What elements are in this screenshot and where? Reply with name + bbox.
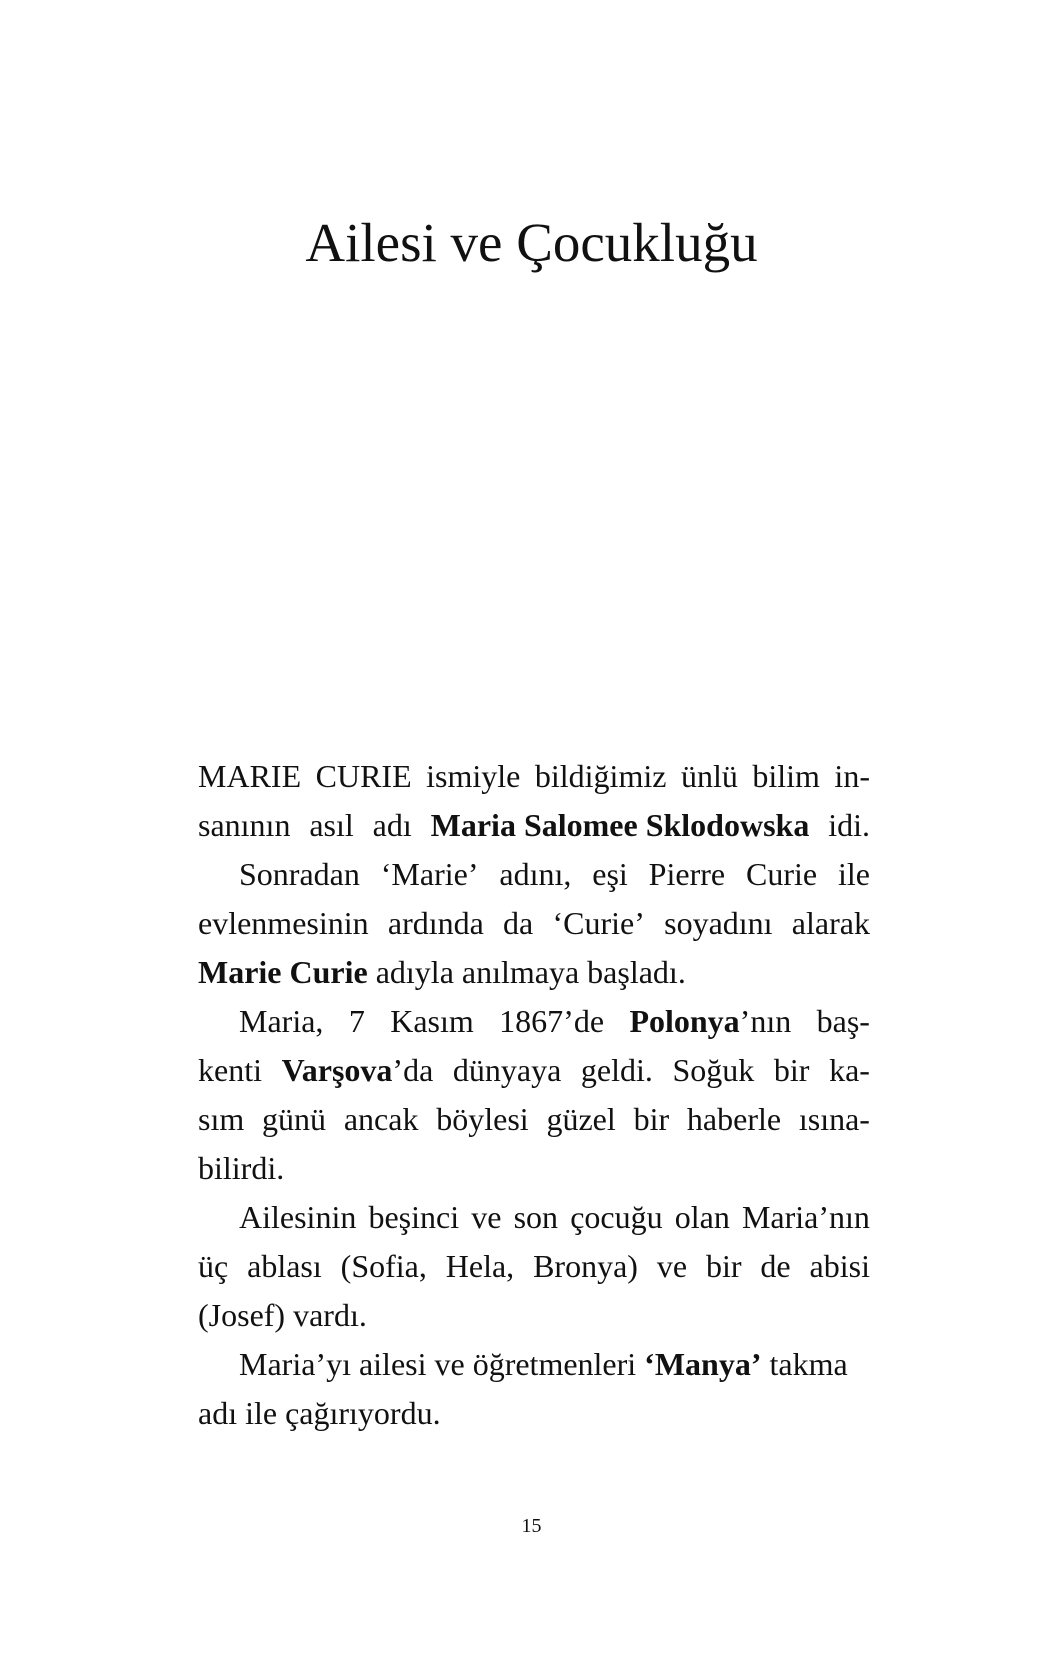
word: Curie (745, 856, 818, 892)
word: ve (471, 1199, 502, 1235)
paragraph-3-line-1 (198, 997, 870, 1046)
word: geldi. (580, 1052, 653, 1088)
word: bir (705, 1248, 742, 1284)
word: Maria, (239, 1003, 324, 1039)
word: sanının (198, 807, 291, 843)
word: haberle (686, 1101, 782, 1137)
word: sım (198, 1101, 245, 1137)
word: ismiyle (426, 758, 521, 794)
paragraph-1-line-2 (198, 801, 870, 850)
paragraph-1-line-1 (198, 752, 870, 801)
word: Pierre (648, 856, 726, 892)
word: bir (773, 1052, 810, 1088)
word: olan (674, 1199, 730, 1235)
word: güzel (546, 1101, 616, 1137)
word: Soğuk (672, 1052, 755, 1088)
word: ka- (829, 1052, 870, 1088)
word: 7 (348, 1003, 365, 1039)
suffix: ’da (392, 1052, 434, 1088)
word: Ailesinin (239, 1199, 357, 1235)
word-group (629, 997, 791, 1046)
word: 1867’de (499, 1003, 605, 1039)
word: adını, (499, 856, 572, 892)
word: CURIE (315, 758, 412, 794)
word: bildiğimiz (534, 758, 667, 794)
word: eşi (592, 856, 628, 892)
word: ve (656, 1248, 688, 1284)
paragraph-2-line-2 (198, 899, 870, 948)
paragraph-2-line-1 (198, 850, 870, 899)
word: bilim (752, 758, 820, 794)
word: Sonradan (239, 856, 360, 892)
word: Kasım (390, 1003, 474, 1039)
bold-place-varsova: Varşova (281, 1052, 393, 1088)
word: ancak (343, 1101, 419, 1137)
word: ablası (247, 1248, 322, 1284)
text-run: takma (761, 1346, 848, 1382)
word: Hela, (445, 1248, 515, 1284)
paragraph-4-line-3: (Josef) vardı. (198, 1297, 367, 1333)
word: ardında (387, 905, 484, 941)
word: dünyaya (452, 1052, 562, 1088)
bold-name-maria-salomee-sklodowska: Maria Salomee Sklodowska (430, 807, 810, 843)
word-group (282, 1046, 434, 1095)
paragraph-4-line-1 (198, 1193, 870, 1242)
word: ile (837, 856, 870, 892)
word: kenti (198, 1052, 262, 1088)
bold-name-marie-curie: Marie Curie (198, 954, 368, 990)
paragraph-3-line-4: bilirdi. (198, 1150, 285, 1186)
word: günü (262, 1101, 327, 1137)
word: beşinci (368, 1199, 460, 1235)
word: son (513, 1199, 559, 1235)
word: (Sofia, (340, 1248, 427, 1284)
chapter-body (198, 752, 870, 1438)
word: Bronya) (533, 1248, 638, 1284)
bold-place-polonya: Polonya (629, 1003, 740, 1039)
word: ısına- (798, 1101, 870, 1137)
word: alarak (791, 905, 870, 941)
word: bir (633, 1101, 670, 1137)
word: da (503, 905, 534, 941)
word: soyadını (664, 905, 773, 941)
word: asıl (309, 807, 354, 843)
word: MARIE (198, 758, 302, 794)
word: böylesi (436, 1101, 529, 1137)
word: ‘Curie’ (552, 905, 645, 941)
bold-nickname-manya: ‘Manya’ (644, 1346, 762, 1382)
paragraph-2-line-3 (198, 948, 870, 997)
word: Maria’nın (741, 1199, 870, 1235)
word: in- (834, 758, 870, 794)
word: de (760, 1248, 791, 1284)
word: baş- (816, 1003, 870, 1039)
paragraph-3-line-3 (198, 1095, 870, 1144)
word: ‘Marie’ (380, 856, 479, 892)
word: idi. (828, 807, 870, 843)
paragraph-4-line-2 (198, 1242, 870, 1291)
word: adı (372, 807, 412, 843)
word: üç (198, 1248, 229, 1284)
paragraph-5-line-1 (198, 1340, 870, 1389)
text-run: Maria’yı ailesi ve öğretmenleri (239, 1346, 645, 1382)
paragraph-5-line-2: adı ile çağırıyordu. (198, 1395, 441, 1431)
word: çocuğu (570, 1199, 663, 1235)
word: ünlü (680, 758, 738, 794)
word: evlenmesinin (198, 905, 369, 941)
chapter-title: Ailesi ve Çocukluğu (305, 212, 758, 273)
page-number: 15 (521, 1515, 542, 1537)
suffix: ’nın (739, 1003, 792, 1039)
word: abisi (809, 1248, 870, 1284)
text-run: adıyla anılmaya başladı. (367, 954, 686, 990)
paragraph-3-line-2 (198, 1046, 870, 1095)
